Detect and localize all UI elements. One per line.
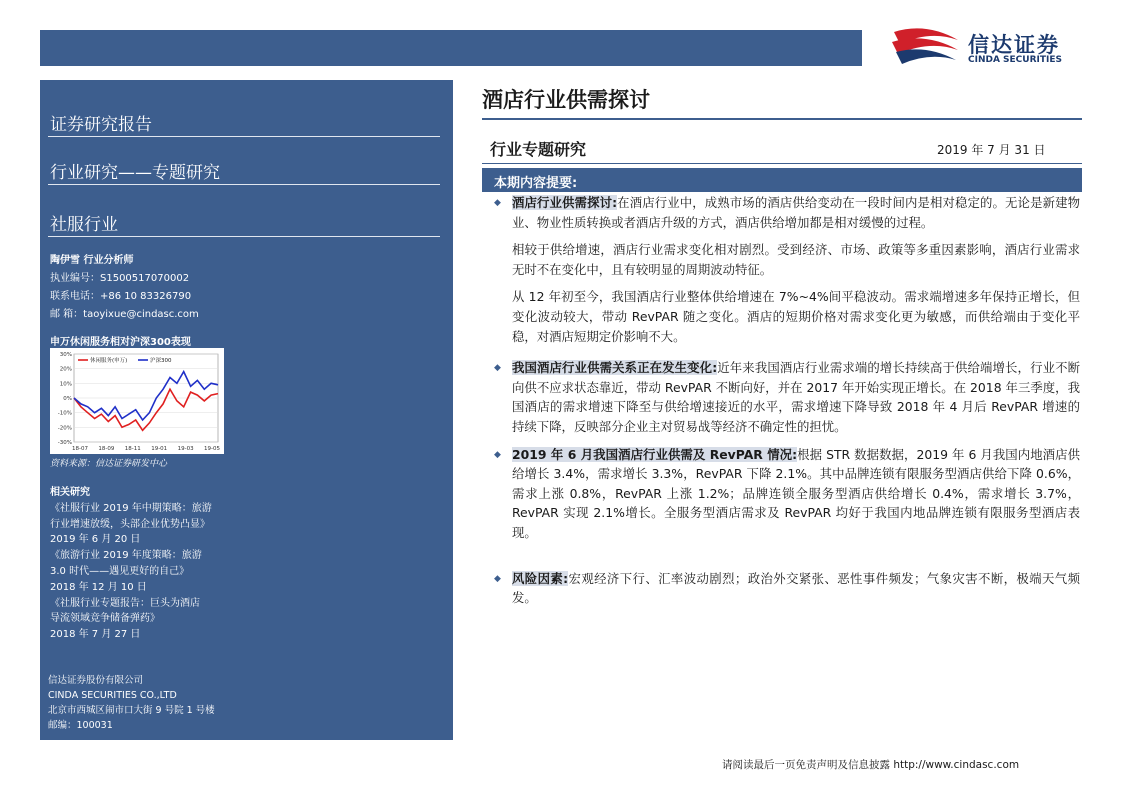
research-type: 行业研究——专题研究 xyxy=(50,163,220,183)
sub-paragraph: 相较于供给增速，酒店行业需求变化相对剧烈。受到经济、市场、政策等多重因素影响，酒店行业需求无时不在变化中，且有较明显的周期波动特征。 xyxy=(512,242,1080,277)
analyst-info xyxy=(50,252,199,324)
company-name-cn: 信达证券股份有限公司 xyxy=(48,675,144,686)
summary-point xyxy=(492,445,1080,543)
related-research xyxy=(50,485,212,643)
series-line-leisure xyxy=(74,389,218,430)
logo-text-cn: 信达证券 xyxy=(968,33,1060,57)
sidebar xyxy=(40,80,453,740)
point-text: 宏观经济下行、汇率波动剧烈；政治外交紧张、恶性事件频发；气象灾害不断，极端天气频发。 xyxy=(512,570,1080,606)
diamond-bullet-icon: ◆ xyxy=(494,198,501,208)
report-category: 证券研究报告 xyxy=(50,115,152,135)
sidebar-divider xyxy=(48,184,440,185)
performance-chart xyxy=(50,348,224,454)
diamond-bullet-icon: ◆ xyxy=(494,449,501,460)
point-text: 近年来我国酒店行业需求端的增长持续高于供给端增长，行业不断向供不应求状态靠近，带动 RevPAR 不断向好，并在 2017 年开始实现正增长。在 2018 年三季度，我国酒店的需求增速下降至与供给增速接近的水平，需求增速下降导致 2018 年 4 月后 RevPAR 增速的持续下降，反映部分企业主对贸易战等经济不确定性的担忧。 xyxy=(512,360,1080,434)
point-text: 在酒店行业中，成熟市场的酒店供给变动在一段时间内是相对稳定的。无论是新建物业、物业性质转换或者酒店升级的方式，酒店供给增加都是相对缓慢的过程。 xyxy=(512,195,1080,230)
report-type: 行业专题研究 xyxy=(490,140,587,159)
x-tick-label: 18-07 xyxy=(72,446,88,452)
point-text: 根据 STR 数据数据，2019 年 6 月我国内地酒店供给增长 3.4%，需求增长 3.3%，RevPAR 下降 2.1%。其中品牌连锁有限服务型酒店供给下降 0.6%，需求上涨 0.8%，RevPAR 上涨 1.2%；品牌连锁全服务型酒店供给增长 0.4%，需求增长 3.7%，RevPAR 实现 2.1%增长。全服务型酒店需求及 RevPAR 均好于我国内地品牌连锁有限服务型酒店表现。 xyxy=(512,446,1080,540)
y-tick-label: 0% xyxy=(63,396,72,402)
report-title: 酒店行业供需探讨 xyxy=(482,88,650,112)
cinda-logo xyxy=(890,22,1090,72)
performance-chart-svg xyxy=(50,348,224,454)
diamond-bullet-icon: ◆ xyxy=(494,573,501,584)
company-info xyxy=(48,673,215,733)
chart-source: 资料来源：信达证券研发中心 xyxy=(50,459,168,469)
related-line[interactable]: 《社服行业专题报告：巨头为酒店 xyxy=(50,597,200,609)
analyst-email[interactable]: 邮 箱：taoyixue@cindasc.com xyxy=(50,309,199,320)
summary-point xyxy=(492,358,1080,436)
report-date: 2019 年 7 月 31 日 xyxy=(937,143,1046,157)
related-line[interactable]: 《旅游行业 2019 年度策略：旅游 xyxy=(50,550,202,562)
footer-disclaimer[interactable]: 请阅读最后一页免责声明及信息披露 http://www.cindasc.com xyxy=(722,759,1020,771)
summary-point xyxy=(492,193,1080,232)
summary-label: 本期内容提要: xyxy=(494,176,578,191)
cinda-logo-mark-icon xyxy=(890,22,962,68)
related-date: 2018 年 12 月 10 日 xyxy=(50,581,147,593)
top-banner xyxy=(40,30,862,66)
point-keyword: 酒店行业供需探讨: xyxy=(512,195,618,210)
legend-label: 休闲服务(申万) xyxy=(90,358,128,364)
logo-text-en: CINDA SECURITIES xyxy=(968,55,1062,65)
title-divider xyxy=(482,118,1082,120)
summary-content xyxy=(492,193,1080,616)
x-tick-label: 19-01 xyxy=(151,446,168,452)
chart-title: 申万休闲服务相对沪深300表现 xyxy=(50,337,191,348)
related-line[interactable]: 《社服行业 2019 年中期策略：旅游 xyxy=(50,502,212,514)
company-address: 北京市西城区闹市口大街 9 号院 1 号楼 xyxy=(48,705,215,716)
sidebar-divider xyxy=(48,136,440,137)
type-divider xyxy=(482,163,1082,164)
legend-label: 沪深300 xyxy=(150,358,172,364)
x-tick-label: 18-09 xyxy=(98,446,115,452)
point-keyword: 风险因素: xyxy=(512,570,569,586)
related-date: 2019 年 6 月 20 日 xyxy=(50,534,141,546)
x-tick-label: 18-11 xyxy=(124,446,141,452)
x-tick-label: 19-05 xyxy=(204,446,220,452)
summary-point xyxy=(492,569,1080,608)
point-keyword: 我国酒店行业供需关系正在发生变化: xyxy=(512,360,718,376)
related-line[interactable]: 行业增速放缓，头部企业优势凸显》 xyxy=(50,518,210,530)
analyst-name: 陶伊雪 行业分析师 xyxy=(50,255,134,266)
related-line[interactable]: 导流领域竞争储备弹药》 xyxy=(50,613,160,625)
point-keyword: 2019 年 6 月我国酒店行业供需及 RevPAR 情况: xyxy=(512,446,798,462)
related-heading: 相关研究 xyxy=(50,487,90,498)
y-tick-label: 20% xyxy=(59,366,72,373)
sidebar-divider xyxy=(48,236,440,237)
y-tick-label: -10% xyxy=(57,410,72,417)
related-line[interactable]: 3.0 时代——遇见更好的自己》 xyxy=(50,565,190,577)
x-tick-label: 19-03 xyxy=(177,446,194,452)
summary-bar xyxy=(482,168,1082,192)
industry-name: 社服行业 xyxy=(50,215,118,235)
analyst-phone: 联系电话：+86 10 83326790 xyxy=(50,291,192,302)
sub-paragraph: 从 12 年初至今，我国酒店行业整体供给增速在 7%~4%间平稳波动。需求端增速多年保持正增长，但变化波动较大，带动 RevPAR 随之变化。酒店的短期价格对需求变化更为敏感，而供给端由于变化平稳，对酒店短期定价影响不大。 xyxy=(512,289,1080,344)
y-tick-label: -30% xyxy=(57,440,72,446)
y-tick-label: 10% xyxy=(59,381,72,388)
company-postcode: 邮编：100031 xyxy=(48,720,113,731)
company-name-en: CINDA SECURITIES CO.,LTD xyxy=(48,690,177,701)
y-tick-label: 30% xyxy=(59,352,72,358)
y-tick-label: -20% xyxy=(57,425,72,432)
diamond-bullet-icon: ◆ xyxy=(494,363,501,374)
analyst-license: 执业编号：S1500517070002 xyxy=(50,273,190,284)
related-date: 2018 年 7 月 27 日 xyxy=(50,629,141,641)
